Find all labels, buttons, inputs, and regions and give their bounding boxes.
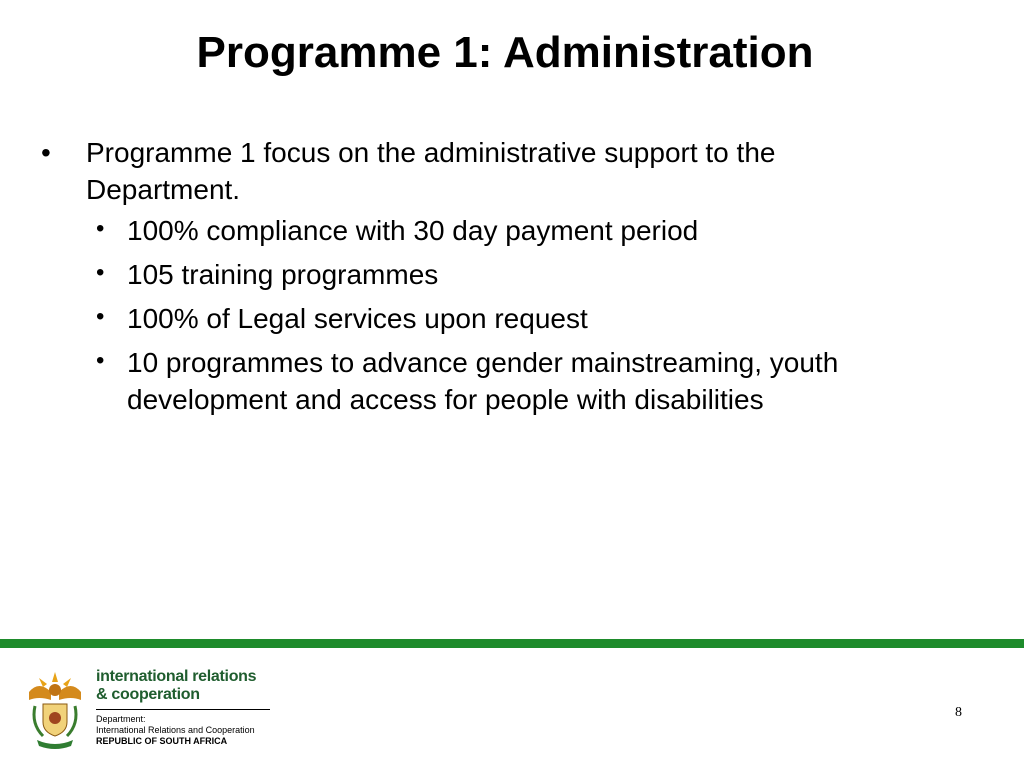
footer-green-bar [0, 639, 1024, 648]
logo-divider [96, 709, 270, 710]
main-bullet [0, 134, 1010, 208]
bullet-dot: • [41, 137, 51, 168]
logo-line-2: & cooperation [96, 686, 200, 703]
slide-title: Programme 1: Administration [196, 28, 814, 77]
sub-bullet-text: 10 programmes to advance gender mainstreaming, youth development and access for people with disabilities [127, 347, 839, 415]
sub-bullet-list [0, 212, 1010, 418]
coat-of-arms-icon [25, 670, 85, 750]
department-label: Department: [96, 714, 146, 724]
slide-content [0, 134, 1010, 425]
sub-bullet [0, 300, 1010, 337]
sub-bullet [0, 256, 1010, 293]
sub-bullet-text: 100% compliance with 30 day payment period [127, 215, 699, 246]
department-name: International Relations and Cooperation [96, 725, 255, 735]
country-name: REPUBLIC OF SOUTH AFRICA [96, 736, 228, 746]
department-logo [96, 668, 272, 747]
bullet-dot: • [96, 347, 105, 374]
bullet-dot: • [96, 259, 105, 286]
sub-bullet [0, 212, 1010, 249]
sub-bullet [0, 344, 1010, 418]
sub-bullet-text: 100% of Legal services upon request [127, 303, 588, 334]
sub-bullet-text: 105 training programmes [127, 259, 439, 290]
main-bullet-text: Programme 1 focus on the administrative support to the Department. [86, 137, 776, 205]
bullet-dot: • [96, 215, 105, 242]
page-number: 8 [955, 705, 962, 720]
logo-line-1: international relations [96, 668, 257, 685]
bullet-dot: • [96, 303, 105, 330]
